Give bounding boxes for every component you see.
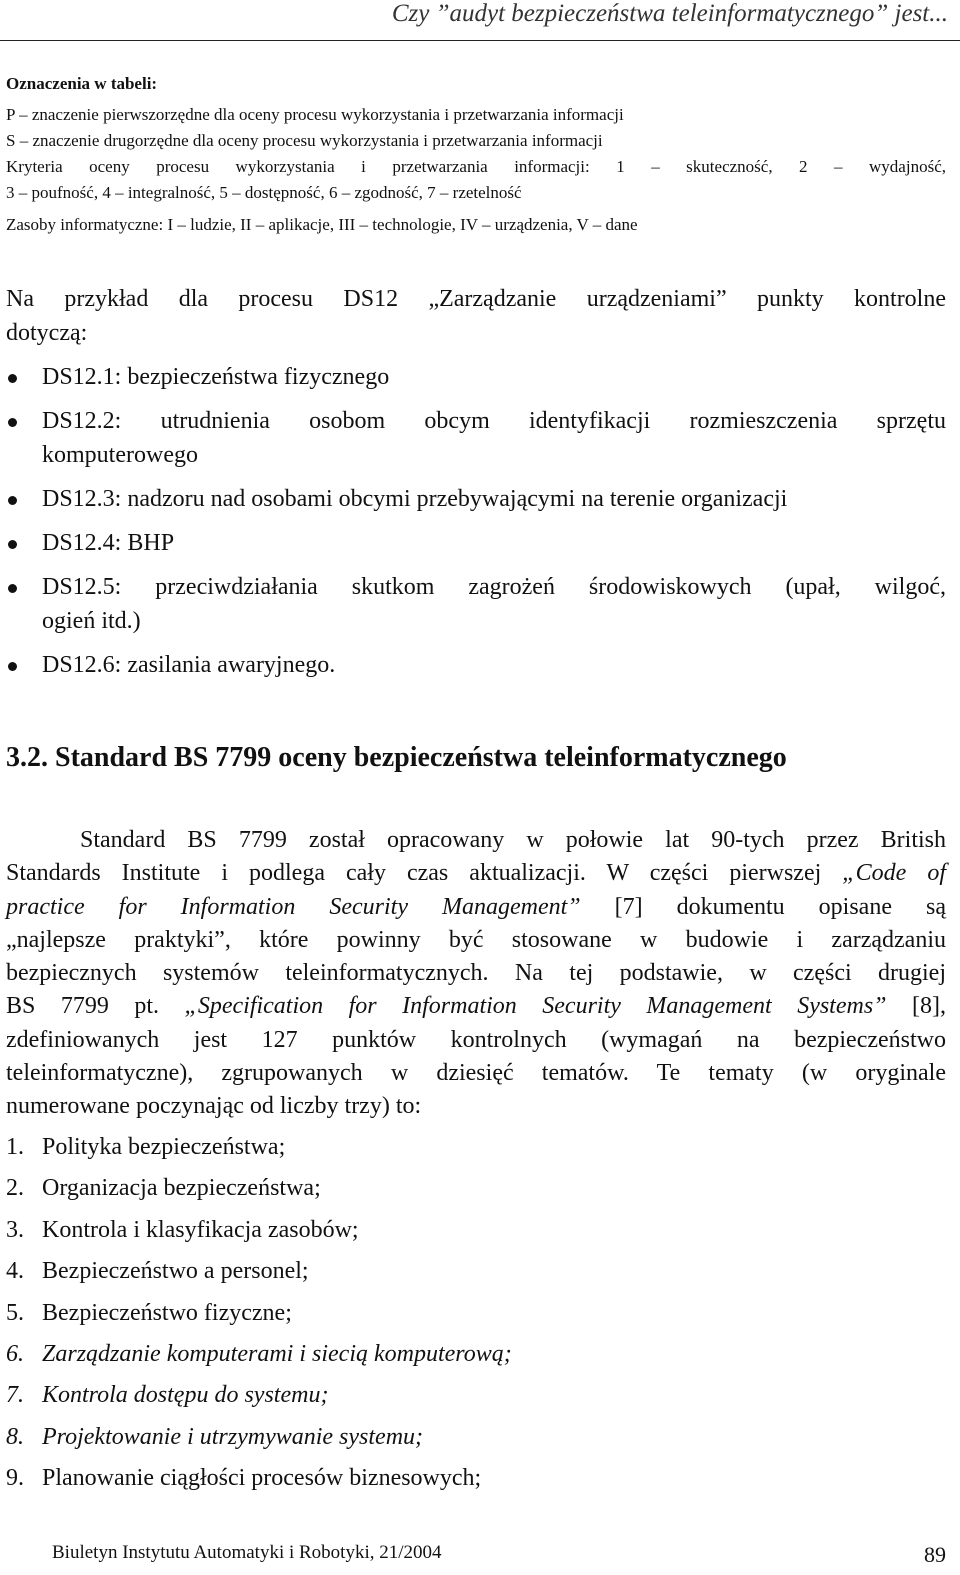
bullet-text: DS12.2: utrudnienia osobom obcym identyfikacji rozmieszczenia sprzętu <box>42 408 946 434</box>
paragraph-line: „najlepsze praktyki”, które powinny być stosowane w budowie i zarządzaniu <box>6 926 946 953</box>
bullet-text-cont: komputerowego <box>42 442 198 468</box>
paragraph-line <box>6 990 946 1023</box>
bullet-text: DS12.1: bezpieczeństwa fizycznego <box>42 364 390 390</box>
item-number: 2. <box>6 1175 24 1202</box>
paragraph-line: teleinformatyczne), zgrupowanych w dziesięć tematów. Te tematy (w oryginale <box>6 1060 946 1087</box>
list-item <box>6 1461 946 1495</box>
legend-heading: Oznaczenia w tabeli: <box>6 74 158 93</box>
list-item <box>6 482 946 516</box>
item-text: Planowanie ciągłości procesów biznesowych; <box>42 1465 482 1492</box>
item-number: 6. <box>6 1340 24 1367</box>
list-item <box>6 1171 946 1205</box>
page-number: 89 <box>924 1542 946 1567</box>
bullet-text: DS12.5: przeciwdziałania skutkom zagrożeń środowiskowych (upał, wilgoć, <box>42 574 946 600</box>
running-title: Czy ”audyt bezpieczeństwa teleinformatycznego” jest... <box>391 0 948 27</box>
item-number: 4. <box>6 1258 24 1285</box>
publication-name: Biuletyn Instytutu Automatyki i Robotyki, 21/2004 <box>52 1542 442 1563</box>
paragraph-line: numerowane poczynając od liczby trzy) to: <box>6 1093 422 1120</box>
list-item <box>6 1296 946 1330</box>
item-number: 8. <box>6 1423 24 1450</box>
list-item <box>6 570 946 638</box>
intro-line-2: dotyczą: <box>6 320 88 346</box>
paragraph-italic: practice for Information Security Management” <box>6 893 581 920</box>
item-text: Polityka bezpieczeństwa; <box>42 1134 286 1160</box>
item-text: Projektowanie i utrzymywanie systemu; <box>42 1423 424 1450</box>
paragraph-text: [7] dokumentu opisane są <box>580 893 946 920</box>
intro-text <box>6 282 946 350</box>
item-number: 5. <box>6 1299 24 1326</box>
legend-criteria-line1: Kryteria oceny procesu wykorzystania i przetwarzania informacji: 1 – skuteczność, 2 – wydajność, <box>6 157 946 176</box>
list-item <box>6 648 946 682</box>
item-text: Organizacja bezpieczeństwa; <box>42 1175 321 1202</box>
bullet-text: DS12.4: BHP <box>42 530 175 556</box>
list-item <box>6 1213 946 1247</box>
item-text: Kontrola i klasyfikacja zasobów; <box>42 1216 359 1243</box>
item-number: 7. <box>6 1382 24 1409</box>
item-text: Bezpieczeństwo a personel; <box>42 1258 309 1285</box>
paragraph-line: bezpiecznych systemów teleinformatycznych. Na tej podstawie, w części drugiej <box>6 960 946 987</box>
list-item <box>6 1254 946 1288</box>
item-text: Bezpieczeństwo fizyczne; <box>42 1299 292 1326</box>
list-item <box>6 404 946 472</box>
list-item <box>6 360 946 394</box>
item-number: 1. <box>6 1134 24 1160</box>
body-paragraph <box>6 824 946 1124</box>
bullet-text: DS12.3: nadzoru nad osobami obcymi przebywającymi na terenie organizacji <box>42 486 788 512</box>
paragraph-line: zdefiniowanych jest 127 punktów kontrolnych (wymagań na bezpieczeństwo <box>6 1026 946 1053</box>
paragraph-text: [8], <box>886 993 947 1020</box>
list-item <box>6 526 946 560</box>
paragraph-text: BS 7799 pt. <box>6 993 185 1020</box>
legend-resources-line: Zasoby informatyczne: I – ludzie, II – aplikacje, III – technologie, IV – urządzenia, V – dane <box>6 215 638 234</box>
list-item <box>6 1337 946 1371</box>
list-item <box>6 1130 946 1164</box>
item-number: 9. <box>6 1465 24 1492</box>
page-header <box>0 0 960 41</box>
list-item <box>6 1378 946 1412</box>
table-legend <box>6 72 946 245</box>
bullet-text: DS12.6: zasilania awaryjnego. <box>42 652 336 678</box>
legend-s-line: S – znaczenie drugorzędne dla oceny procesu wykorzystania i przetwarzania informacji <box>6 131 603 150</box>
intro-line-1: Na przykład dla procesu DS12 „Zarządzanie urządzeniami” punkty kontrolne <box>6 286 946 312</box>
bullet-text-cont: ogień itd.) <box>42 608 141 634</box>
item-number: 3. <box>6 1216 24 1243</box>
paragraph-line <box>6 857 946 890</box>
paragraph-line: Standard BS 7799 został opracowany w połowie lat 90-tych przez British <box>80 827 946 853</box>
paragraph-line <box>6 891 946 924</box>
section-heading: 3.2. Standard BS 7799 oceny bezpieczeństwa teleinformatycznego <box>6 742 787 773</box>
list-item <box>6 1420 946 1454</box>
topics-list <box>6 1130 946 1503</box>
legend-criteria-line2: 3 – poufność, 4 – integralność, 5 – dostępność, 6 – zgodność, 7 – rzetelność <box>6 183 522 202</box>
paragraph-text: Standards Institute i podlega cały czas aktualizacji. W części pierwszej <box>6 860 843 887</box>
legend-p-line: P – znaczenie pierwszorzędne dla oceny procesu wykorzystania i przetwarzania informacji <box>6 105 624 124</box>
paragraph-italic: „Code of <box>842 860 946 887</box>
control-points-list <box>6 360 946 692</box>
paragraph-italic: „Specification for Information Security Management Systems” <box>184 993 887 1020</box>
item-text: Kontrola dostępu do systemu; <box>42 1382 329 1409</box>
item-text: Zarządzanie komputerami i siecią komputerową; <box>42 1340 512 1367</box>
